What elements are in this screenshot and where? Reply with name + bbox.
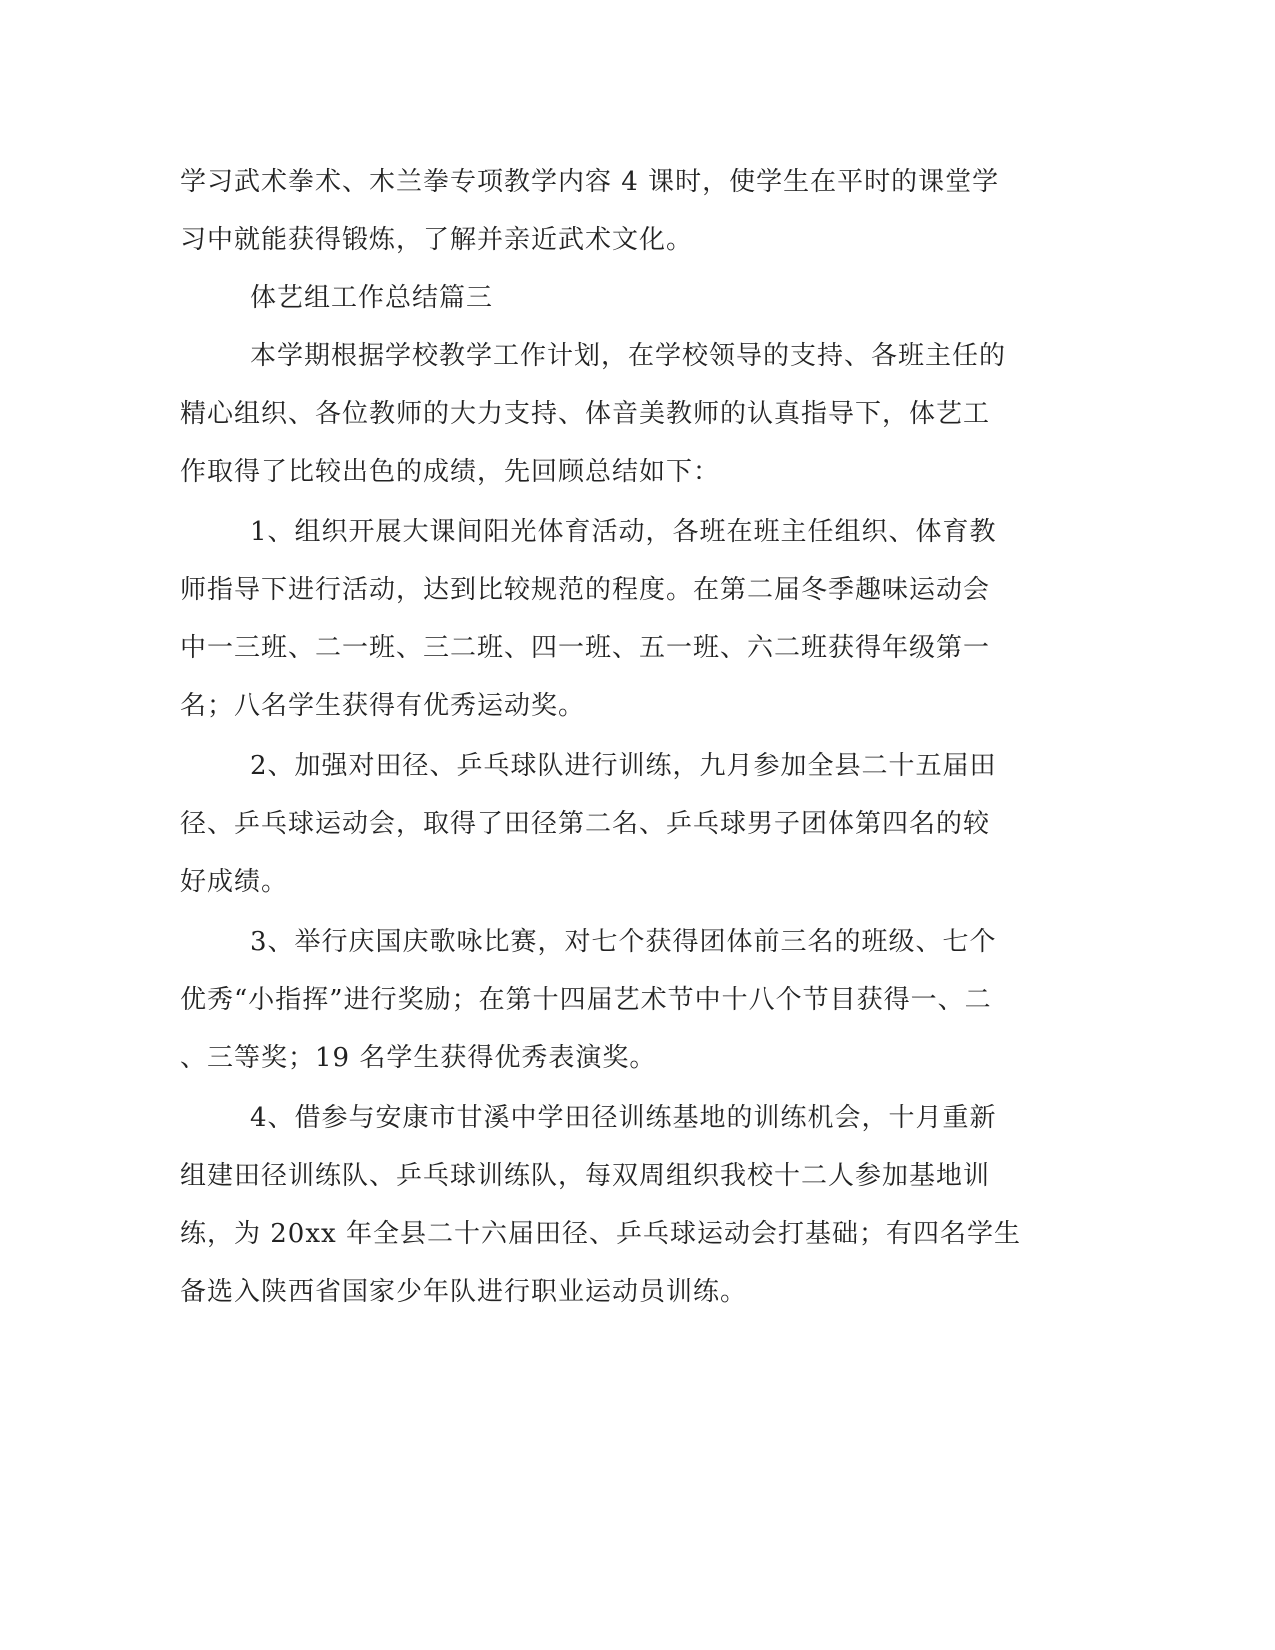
list-item-line: 2、加强对田径、乒乓球队进行训练，九月参加全县二十五届田 <box>250 751 997 781</box>
paragraph-line: 学习武术拳术、木兰拳专项教学内容 4 课时，使学生在平时的课堂学 <box>180 167 1000 197</box>
list-item-line: 练，为 20xx 年全县二十六届田径、乒乓球运动会打基础；有四名学生 <box>180 1219 1021 1249</box>
paragraph-line: 精心组织、各位教师的大力支持、体音美教师的认真指导下，体艺工 <box>180 399 991 429</box>
list-item-line: 优秀“小指挥”进行奖励；在第十四届艺术节中十八个节目获得一、二 <box>180 985 992 1015</box>
paragraph-line: 本学期根据学校教学工作计划，在学校领导的支持、各班主任的 <box>250 341 1007 371</box>
list-item-line: 组建田径训练队、乒乓球训练队，每双周组织我校十二人参加基地训 <box>180 1161 991 1191</box>
list-item-line: 中一三班、二一班、三二班、四一班、五一班、六二班获得年级第一 <box>180 633 991 663</box>
section-heading: 体艺组工作总结篇三 <box>250 283 494 313</box>
paragraph-line: 习中就能获得锻炼，了解并亲近武术文化。 <box>180 225 694 255</box>
list-item-line: 名；八名学生获得有优秀运动奖。 <box>180 691 586 721</box>
list-item-line: 好成绩。 <box>180 867 289 897</box>
list-item-line: 、三等奖；19 名学生获得优秀表演奖。 <box>180 1043 657 1073</box>
list-item-line: 1、组织开展大课间阳光体育活动，各班在班主任组织、体育教 <box>250 517 997 547</box>
list-item-line: 备选入陕西省国家少年队进行职业运动员训练。 <box>180 1277 748 1307</box>
paragraph-line: 作取得了比较出色的成绩，先回顾总结如下： <box>180 457 721 487</box>
list-item-line: 径、乒乓球运动会，取得了田径第二名、乒乓球男子团体第四名的较 <box>180 809 991 839</box>
list-item-line: 4、借参与安康市甘溪中学田径训练基地的训练机会，十月重新 <box>250 1103 997 1133</box>
list-item-line: 师指导下进行活动，达到比较规范的程度。在第二届冬季趣味运动会 <box>180 575 991 605</box>
list-item-line: 3、举行庆国庆歌咏比赛，对七个获得团体前三名的班级、七个 <box>250 927 997 957</box>
